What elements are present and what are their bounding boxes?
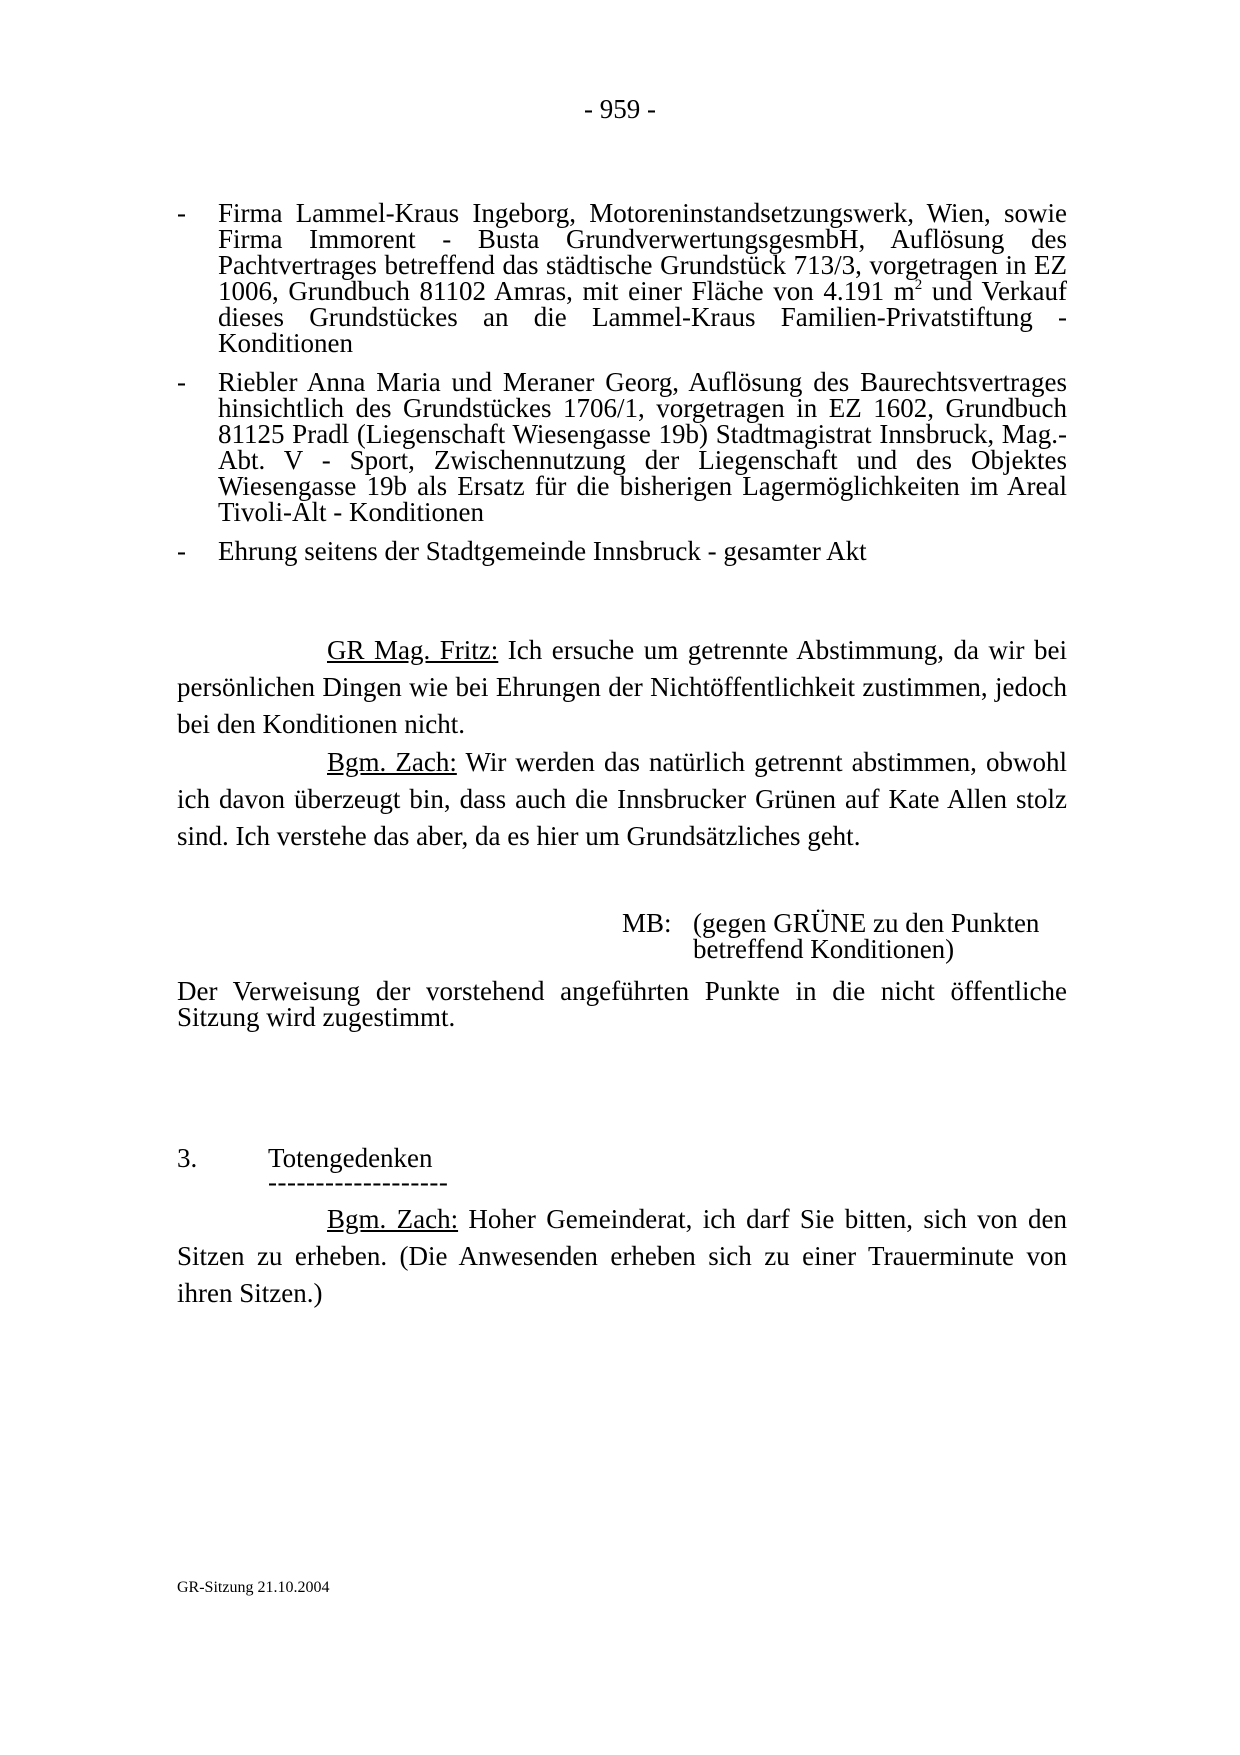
speaker-name: GR Mag. Fritz: — [327, 635, 499, 665]
resolution-text: Der Verweisung der vorstehend angeführten Punkte in die nicht öffentliche Sitzung wird zugestimmt. — [177, 976, 1067, 1032]
statement-text: Wir werden das natürlich getrennt abstimmen, obwohl ich davon überzeugt bin, dass auch die Innsbrucker Grünen auf Kate Allen stolz sind. Ich verstehe das aber, da es hier um Grundsätzliches geht. — [177, 747, 1067, 851]
agenda-list — [177, 200, 1067, 577]
area-value: 4.191 m — [823, 276, 915, 306]
page-number: - 959 - — [584, 94, 656, 124]
list-item-text: Firma Lammel-Kraus Ingeborg, Motoreninstandsetzungswerk, Wien, sowie Firma Immorent - Busta GrundverwertungsgesmbH, Auflösung des Pachtvertrages betreffend das städtische Grundstück 713/3, vorgetragen in EZ 1006, Grundbuch 81102 Amras, mit einer Fläche von 4.191 $m^2$ und Verkauf dieses Grundstückes an die Lammel-Kraus Familien-Privatstiftung - Konditionen — [218, 198, 1067, 358]
section-title: Totengedenken — [268, 1143, 433, 1173]
section-number: 3. — [177, 1143, 198, 1173]
statement-zach — [177, 744, 1067, 855]
list-item — [177, 369, 1067, 525]
speaker-name: Bgm. Zach: — [327, 747, 457, 777]
section-rule: ------------------- — [268, 1167, 449, 1197]
list-item — [177, 538, 1067, 564]
statement-fritz — [177, 632, 1067, 743]
list-item-text: Riebler Anna Maria und Meraner Georg, Auflösung des Baurechtsvertrages hinsichtlich des Grundstückes 1706/1, vorgetragen in EZ 1602, Grundbuch 81125 Pradl (Liegenschaft Wiesengasse 19b) Stadtmagistrat Innsbruck, Mag.-Abt. V - Sport, Zwischennutzung der Liegenschaft und des Objektes Wiesengasse 19b als Ersatz für die bisherigen Lagermöglichkeiten im Areal Tivoli-Alt - Konditionen — [218, 367, 1067, 527]
list-item-text: Ehrung seitens der Stadtgemeinde Innsbruck - gesamter Akt — [218, 536, 867, 566]
vote-result — [622, 910, 1067, 962]
statement-zach-section — [177, 1201, 1067, 1312]
area-exponent: 2 — [914, 277, 923, 293]
vote-text: (gegen GRÜNE zu den Punkten betreffend Konditionen) — [693, 908, 1040, 964]
list-item — [177, 200, 1067, 356]
statement-text: Ich ersuche um getrennte Abstimmung, da wir bei persönlichen Dingen wie bei Ehrungen der Nichtöffentlichkeit zustimmen, jedoch bei den Konditionen nicht. — [177, 635, 1068, 739]
list-bullet: - — [177, 198, 186, 228]
speaker-name: Bgm. Zach: — [327, 1204, 459, 1234]
list-bullet: - — [177, 367, 186, 397]
list-bullet: - — [177, 536, 186, 566]
footer-session-date: GR-Sitzung 21.10.2004 — [177, 1579, 330, 1596]
vote-label: MB: — [622, 908, 672, 938]
statement-text: Hoher Gemeinderat, ich darf Sie bitten, sich von den Sitzen zu erheben. (Die Anwesenden erheben sich zu einer Trauerminute von ihren Sitzen.) — [177, 1204, 1067, 1308]
